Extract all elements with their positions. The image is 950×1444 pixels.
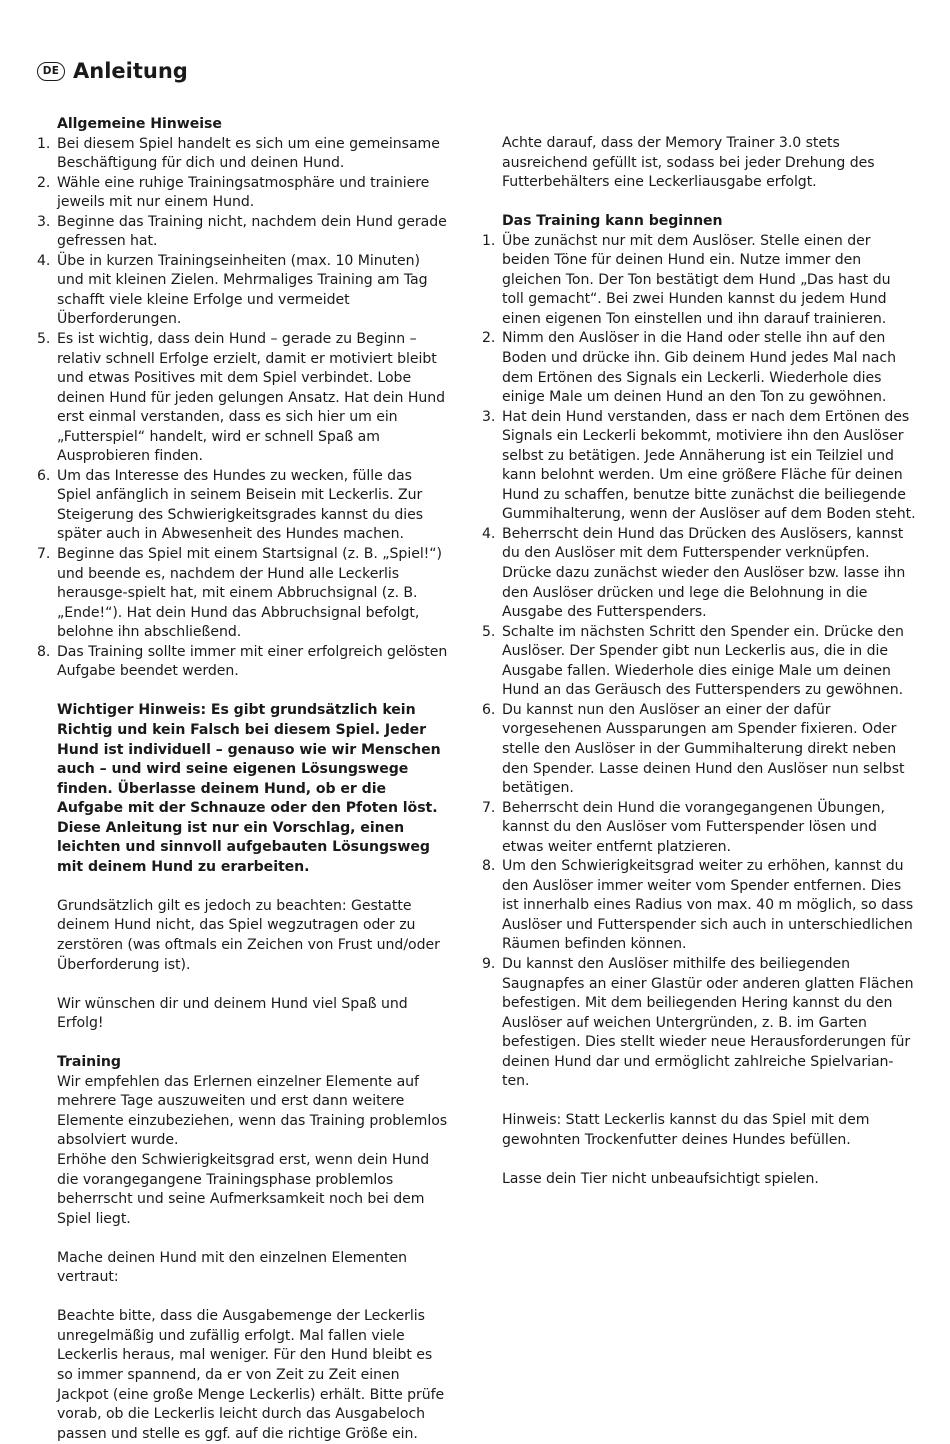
dispense-note: Beachte bitte, dass die Ausgabemenge der Leckerlis unregelmäßig und zufällig erfolgt. Mal fallen viele Leckerlis heraus, mal weniger. Für den Hund bleibt es so immer spannend, da er von Zeit zu Zeit einen Jackpot (eine große Menge Leckerlis) erhält. Bitte prüfe vorab, ob die Leckerlis leicht durch das Ausgabeloch passen und stelle es ggf. auf die richtige Größe ein. (57, 1308, 445, 1442)
important-note: Wichtiger Hinweis: Es gibt grundsätzlich kein Richtig und kein Falsch bei diesem Spiel. Jeder Hund ist individuell – genauso wie wir Menschen auch – und wird seine eigenen Lösungswege finden. Überlasse deinem Hund, ob er die Aufgabe mit der Schnauze oder den Pfoten löst. Diese Anleitung ist nur ein Vorschlag, einen leichten und sinnvoll aufgebauten Lösungsweg mit deinem Hund zu erarbeiten. (57, 702, 441, 875)
list-number: 8. (37, 643, 51, 660)
list-number: 4. (37, 252, 51, 269)
familiar-text: Mache deinen Hund mit den einzelnen Elementen vertraut: (57, 1249, 407, 1286)
list-text: Es ist wichtig, dass dein Hund – gerade zu Beginn – relativ schnell Erfolge erzielt, damit er motiviert bleibt und etwas Positives mit dem Spiel verbindet. Lobe deinen Hund für jeden gelungen Ansatz. Hat dein Hund erst einmal verstanden, dass es sich hier um ein „Futterspiel“ handelt, wird er schnell Spaß am Ausprobieren finden. (57, 331, 446, 465)
list-text: Nimm den Auslöser in die Hand oder stelle ihn auf den Boden und drücke ihn. Gib deinem Hund jedes Mal nach dem Ertönen des Signals ein Leckerli. Wiederhole dies einige Male um deinen Hund an den Ton zu gewöhnen. (502, 330, 896, 406)
list-text: Hat dein Hund verstanden, dass er nach dem Ertönen des Signals ein Leckerli bekommt, motiviere ihn den Auslöser selbst zu betätigen. Jede Annäherung ist ein Teilziel und kann belohnt werden. Um eine größere Fläche für deinen Hund zu schaffen, benutze bitte zunächst die beiliegende Gummihalterung, wenn der Auslöser auf dem Boden steht. (502, 408, 916, 523)
list-text: Wähle eine ruhige Trainingsatmosphäre und trainiere jeweils mit nur einem Hund. (57, 174, 430, 211)
list-text: Beherrscht dein Hund das Drücken des Auslösers, kannst du den Auslöser mit dem Futterspender verknüpfen. Drücke dazu zunächst wieder den Auslöser bzw. lasse ihn den Auslöser drücken und lege die Belohnung in die Ausgabe des Futterspenders. (502, 525, 906, 621)
list-text: Übe zunächst nur mit dem Auslöser. Stelle einen der beiden Töne für deinen Hund ein. Nutze immer den gleichen Ton. Der Ton bestätigt dem Hund „Das hast du toll gemacht“. Bei zwei Hunden kannst du jedem Hund einen eigenen Ton einstellen und ihn darauf trainieren. (502, 232, 891, 327)
list-item (37, 135, 449, 174)
list-number: 2. (482, 330, 496, 347)
list-text: Übe in kurzen Trainingseinheiten (max. 10 Minuten) und mit kleinen Zielen. Mehrmaliges Training am Tag schafft viele kleine Erfolge und vermeidet Überforderungen. (57, 252, 428, 328)
list-item (482, 701, 916, 799)
list-item (37, 467, 449, 545)
left-column (37, 115, 449, 1444)
spacer (37, 1034, 449, 1054)
list-number: 6. (482, 701, 496, 718)
list-item (37, 174, 449, 213)
supervise-text: Lasse dein Tier nicht unbeaufsichtigt spielen. (502, 1170, 819, 1187)
basic-note: Grundsätzlich gilt es jedoch zu beachten: Gestatte deinem Hund nicht, das Spiel wegzutragen oder zu zerstören (was oftmals ein Zeichen von Frust und/oder Überforderung ist). (57, 897, 440, 973)
training-paragraph: Wir empfehlen das Erlernen einzelner Elemente auf mehrere Tage auszuweiten und erst dann weitere Elemente einzubeziehen, wenn das Training problemlos absolviert wurde. (57, 1073, 448, 1149)
list-item (37, 545, 449, 643)
list-number: 1. (482, 232, 496, 249)
list-text: Bei diesem Spiel handelt es sich um eine gemeinsame Beschäftigung für dich und deinen Hund. (57, 135, 440, 172)
list-number: 3. (37, 213, 51, 230)
list-text: Schalte im nächsten Schritt den Spender ein. Drücke den Auslöser. Der Spender gibt nun Leckerlis aus, die in die Ausgabe fallen. Wiederhole dies einige Male um deinen Hund an das Geräusch des Futterspenders zu gewöhnen. (502, 623, 904, 699)
list-text: Das Training sollte immer mit einer erfolgreich gelösten Aufgabe beendet werden. (57, 643, 448, 680)
list-item (482, 623, 916, 701)
page-title: Anleitung (73, 59, 188, 83)
list-text: Du kannst den Auslöser mithilfe des beiliegenden Saugnapfes an einer Glastür oder anderen glatten Flächen befestigen. Mit dem beiliegenden Hering kannst du den Auslöser auf weichen Untergründen, z. B. im Garten befestigen. Dies stellt wieder neue Herausforderungen für deinen Hund dar und ermöglicht zahlreiche Spielvarian-ten. (502, 955, 914, 1090)
list-item (482, 525, 916, 623)
list-item (482, 955, 916, 1092)
general-heading: Allgemeine Hinweise (57, 116, 222, 132)
list-number: 5. (37, 331, 51, 348)
list-item (482, 232, 916, 330)
spacer (37, 682, 449, 702)
list-text: Beginne das Spiel mit einem Startsignal (z. B. „Spiel!“) und beende es, nachdem der Hund alle Leckerlis herausge-spielt hat, mit einem Abbruchsignal (z. B. „Ende!“). Hat dein Hund das Abbruchsignal befolgt, belohne ihn abschließend. (57, 546, 442, 641)
list-number: 4. (482, 525, 496, 542)
list-number: 8. (482, 858, 496, 875)
spacer (37, 1229, 449, 1249)
list-item (37, 330, 449, 467)
spacer (37, 975, 449, 995)
list-number: 2. (37, 174, 51, 191)
list-number: 9. (482, 955, 496, 972)
list-item (37, 252, 449, 330)
list-number: 7. (482, 799, 496, 816)
list-item (482, 329, 916, 407)
list-text: Um den Schwierigkeitsgrad weiter zu erhöhen, kannst du den Auslöser immer weiter vom Spender entfernen. Dies ist innerhalb eines Radius von max. 40 m möglich, so dass Auslöser und Futterspender sich auch in unterschiedlichen Räumen befinden können. (502, 858, 914, 953)
spacer (482, 1092, 916, 1112)
spacer (482, 193, 916, 213)
language-badge: DE (37, 62, 65, 81)
spacer (37, 877, 449, 897)
start-heading: Das Training kann beginnen (502, 213, 723, 230)
spacer (482, 1150, 916, 1170)
list-text: Beginne das Training nicht, nachdem dein Hund gerade gefressen hat. (57, 213, 447, 250)
list-text: Du kannst nun den Auslöser an einer der dafür vorgesehenen Aussparungen am Spender fixieren. Oder stelle den Auslöser in der Gummihalterung direkt neben den Spender. Lasse deinen Hund den Auslöser nun selbst betätigen. (502, 701, 905, 797)
training-paragraph: Erhöhe den Schwierigkeitsgrad erst, wenn dein Hund die vorangegangene Trainingsphase problemlos beherrscht und seine Aufmerksamkeit noch bei dem Spiel liegt. (57, 1151, 430, 1227)
list-number: 5. (482, 623, 496, 640)
list-number: 1. (37, 135, 51, 152)
steps-list (482, 232, 916, 1092)
page-header (37, 56, 188, 86)
training-heading: Training (57, 1054, 121, 1071)
list-number: 3. (482, 408, 496, 425)
list-number: 7. (37, 546, 51, 563)
list-text: Um das Interesse des Hundes zu wecken, fülle das Spiel anfänglich in seinem Beisein mit Leckerlis. Zur Steigerung des Schwierigkeitsgrades kannst du dies später auch in Abwesenheit des Hundes machen. (57, 467, 424, 543)
list-item (482, 799, 916, 858)
spacer (37, 1288, 449, 1308)
list-item (482, 408, 916, 525)
wish-text: Wir wünschen dir und deinem Hund viel Spaß und Erfolg! (57, 995, 408, 1032)
list-item (482, 857, 916, 955)
right-column (482, 134, 916, 1190)
general-list (37, 135, 449, 682)
list-item (37, 643, 449, 682)
hint-text: Hinweis: Statt Leckerlis kannst du das Spiel mit dem gewohnten Trockenfutter deines Hundes befüllen. (502, 1112, 870, 1148)
intro-text: Achte darauf, dass der Memory Trainer 3.0 stets ausreichend gefüllt ist, sodass bei jeder Drehung des Futterbehälters eine Leckerliausgabe erfolgt. (502, 135, 875, 191)
list-number: 6. (37, 467, 51, 484)
list-text: Beherrscht dein Hund die vorangegangenen Übungen, kannst du den Auslöser vom Futterspender lösen und etwas weiter entfernt platzieren. (502, 799, 885, 855)
list-item (37, 213, 449, 252)
